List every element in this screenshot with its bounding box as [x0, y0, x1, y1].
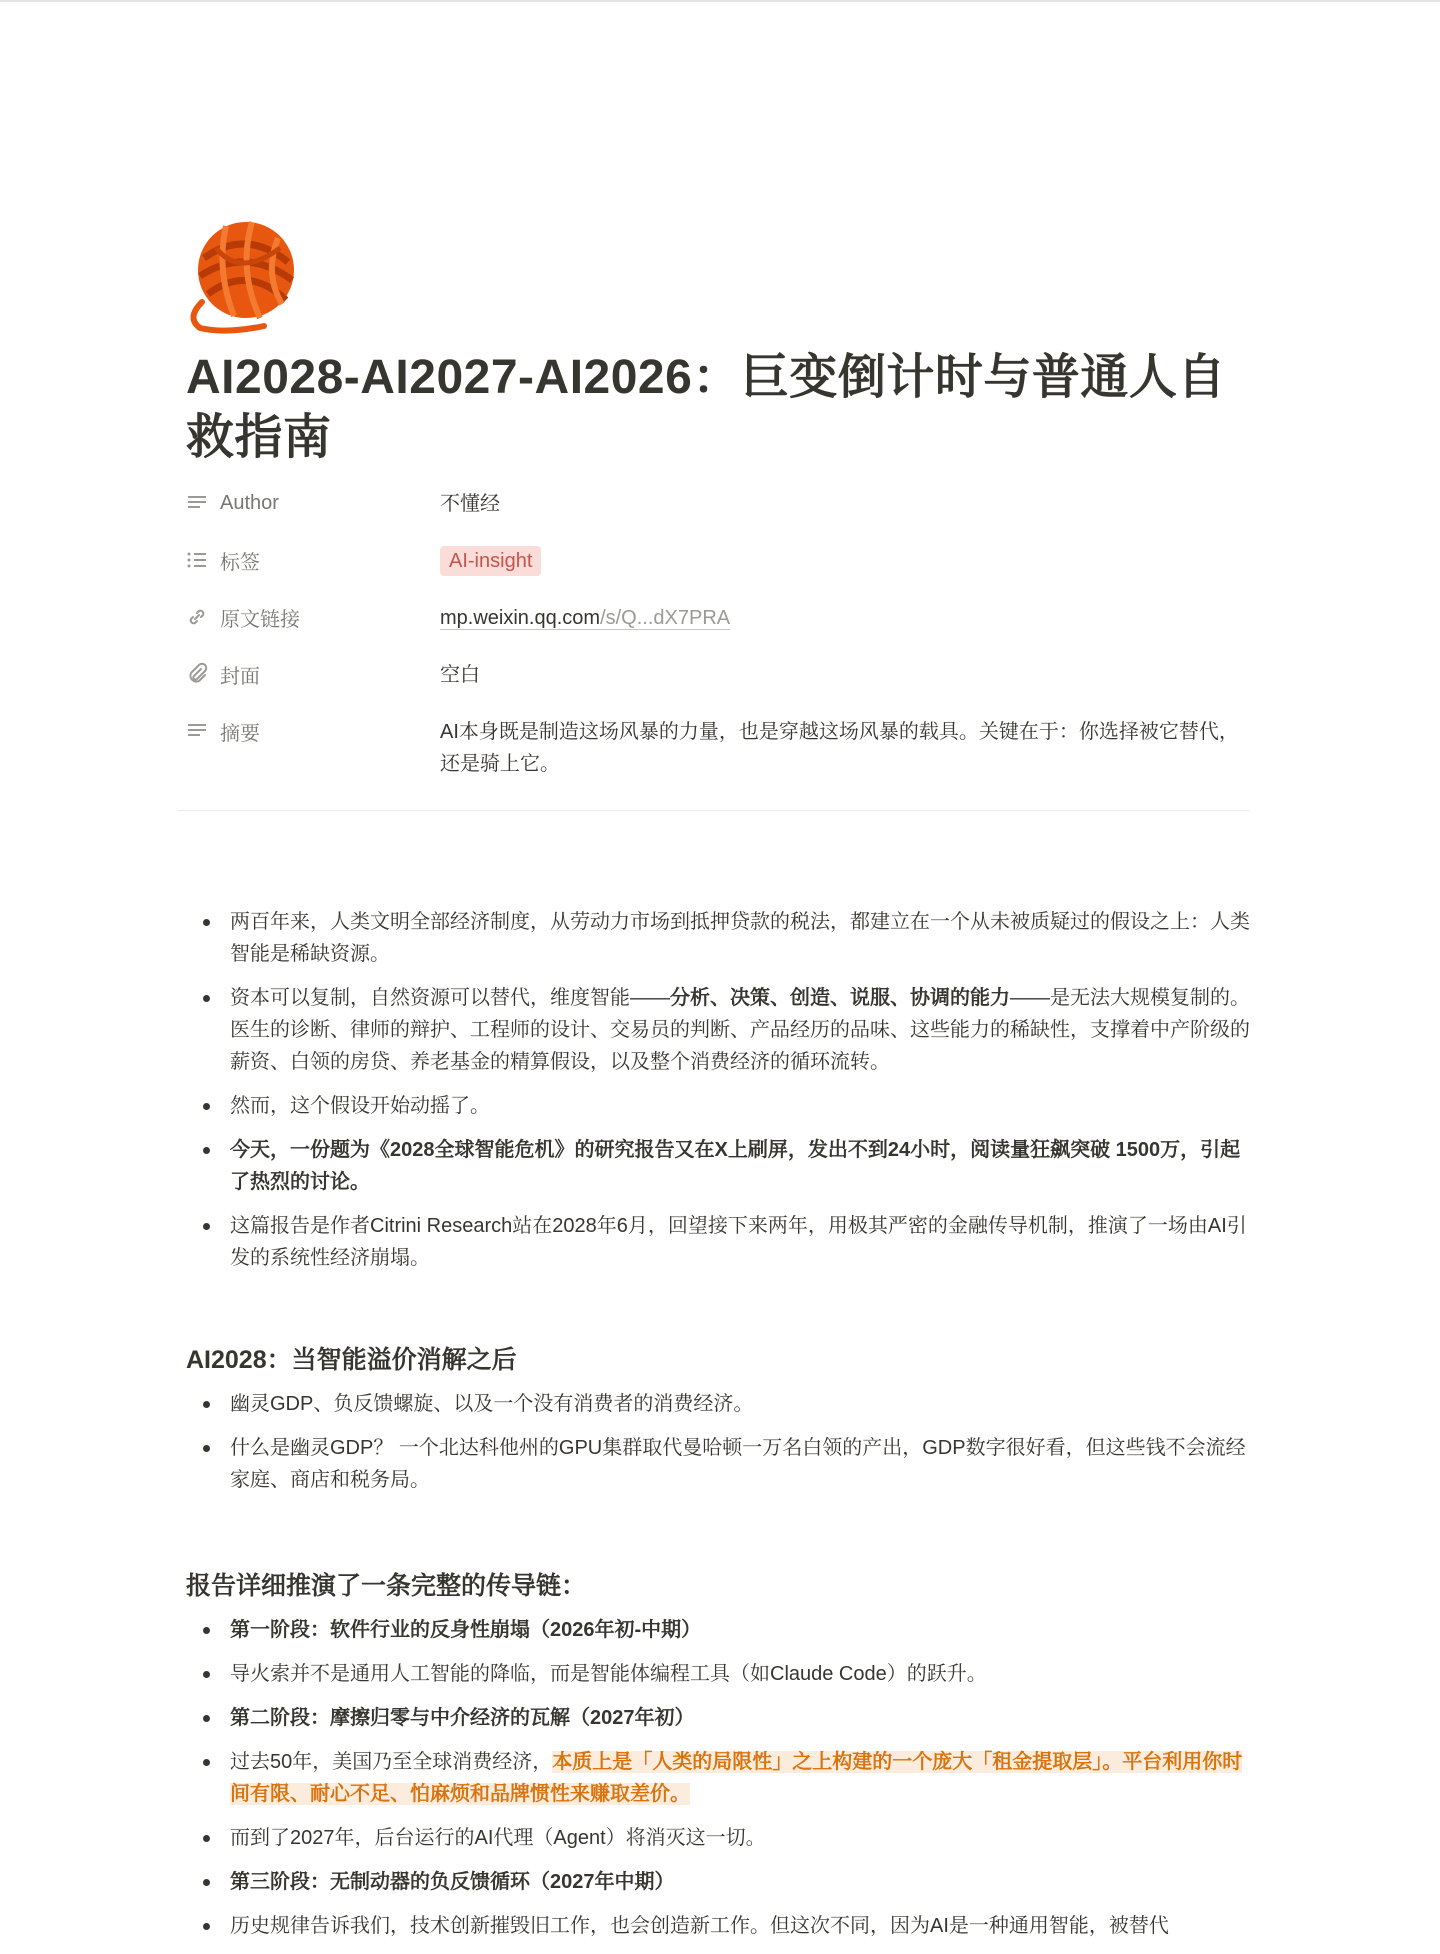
list-item[interactable]: 资本可以复制，自然资源可以替代，维度智能——分析、决策、创造、说服、协调的能力——是无法大规模复制的。医生的诊断、律师的辩护、工程师的设计、交易员的判断、产品经历的品味、这些能力的稀缺性，支撑着中产阶级的薪资、白领的房贷、养老基金的精算假设，以及整个消费经济的循环流转。: [186, 982, 1250, 1078]
property-label: 摘要: [220, 722, 260, 745]
list-item[interactable]: 什么是幽灵GDP？ 一个北达科他州的GPU集群取代曼哈顿一万名白领的产出，GDP数字很好看，但这些钱不会流经家庭、商店和税务局。: [186, 1432, 1250, 1496]
cover-value[interactable]: 空白: [440, 664, 480, 686]
property-label: Author: [220, 491, 279, 514]
list-item[interactable]: 然而，这个假设开始动摇了。: [186, 1090, 1250, 1122]
property-author[interactable]: [186, 478, 1250, 535]
summary-value[interactable]: AI本身既是制造这场风暴的力量，也是穿越这场风暴的载具。关键在于：你选择被它替代，还是骑上它。: [440, 721, 1239, 775]
text-lines-icon: [186, 720, 208, 742]
list-item[interactable]: 导火索并不是通用人工智能的降临，而是智能体编程工具（如Claude Code）的跃升。: [186, 1658, 1250, 1690]
list-item[interactable]: 这篇报告是作者Citrini Research站在2028年6月，回望接下来两年，用极其严密的金融传导机制，推演了一场由AI引发的系统性经济崩塌。: [186, 1210, 1250, 1274]
property-cover[interactable]: [186, 649, 1250, 706]
list-item[interactable]: 历史规律告诉我们，技术创新摧毁旧工作，也会创造新工作。但这次不同，因为AI是一种通用智能，被替代: [186, 1910, 1250, 1942]
bullet-list: [186, 906, 1250, 1274]
property-summary[interactable]: [186, 706, 1250, 775]
section-chain: [186, 1568, 1250, 1954]
bullet-list: [186, 1388, 1250, 1496]
bullet-list: [186, 1614, 1250, 1942]
property-tags[interactable]: [186, 535, 1250, 592]
property-label: 标签: [220, 551, 260, 574]
text-lines-icon: [186, 492, 208, 514]
section-ai2028: [186, 1342, 1250, 1508]
tag-badge[interactable]: AI-insight: [440, 546, 541, 576]
list-item[interactable]: 过去50年，美国乃至全球消费经济，本质上是「人类的局限性」之上构建的一个庞大「租金提取层」。平台利用你时间有限、耐心不足、怕麻烦和品牌惯性来赚取差价。: [186, 1746, 1250, 1810]
section-heading[interactable]: 报告详细推演了一条完整的传导链：: [186, 1572, 587, 1600]
yarn-ball-icon[interactable]: [186, 218, 302, 334]
list-item[interactable]: 而到了2027年，后台运行的AI代理（Agent）将消灭这一切。: [186, 1822, 1250, 1854]
section-heading[interactable]: AI2028：当智能溢价消解之后: [186, 1346, 517, 1374]
bulleted-list-icon: [186, 549, 208, 571]
properties-panel: [186, 478, 1250, 775]
property-label: 原文链接: [220, 608, 300, 631]
top-border: [0, 0, 1440, 2]
list-item[interactable]: 幽灵GDP、负反馈螺旋、以及一个没有消费者的消费经济。: [186, 1388, 1250, 1420]
property-label: 封面: [220, 665, 260, 688]
link-icon: [186, 606, 208, 628]
page-title[interactable]: AI2028-AI2027-AI2026：巨变倒计时与普通人自救指南: [186, 351, 1226, 464]
list-item[interactable]: 第三阶段：无制动器的负反馈循环（2027年中期）: [186, 1866, 1250, 1898]
list-item[interactable]: 第二阶段：摩擦归零与中介经济的瓦解（2027年初）: [186, 1702, 1250, 1734]
paperclip-icon: [186, 663, 208, 685]
source-link[interactable]: mp.weixin.qq.com/s/Q...dX7PRA: [440, 607, 731, 629]
intro-section: [186, 906, 1250, 1286]
list-item[interactable]: 两百年来，人类文明全部经济制度，从劳动力市场到抵押贷款的税法，都建立在一个从未被质疑过的假设之上：人类智能是稀缺资源。: [186, 906, 1250, 970]
list-item[interactable]: 第一阶段：软件行业的反身性崩塌（2026年初-中期）: [186, 1614, 1250, 1646]
property-source-link[interactable]: [186, 592, 1250, 649]
highlighted-text: 本质上是「人类的局限性」之上构建的一个庞大「租金提取层」。平台利用你时间有限、耐心不足、怕麻烦和品牌惯性来赚取差价。: [230, 1751, 1243, 1805]
divider: [178, 810, 1250, 811]
list-item[interactable]: 今天，一份题为《2028全球智能危机》的研究报告又在X上刷屏，发出不到24小时，阅读量狂飙突破 1500万，引起了热烈的讨论。: [186, 1134, 1250, 1198]
author-value[interactable]: 不懂经: [440, 493, 500, 515]
